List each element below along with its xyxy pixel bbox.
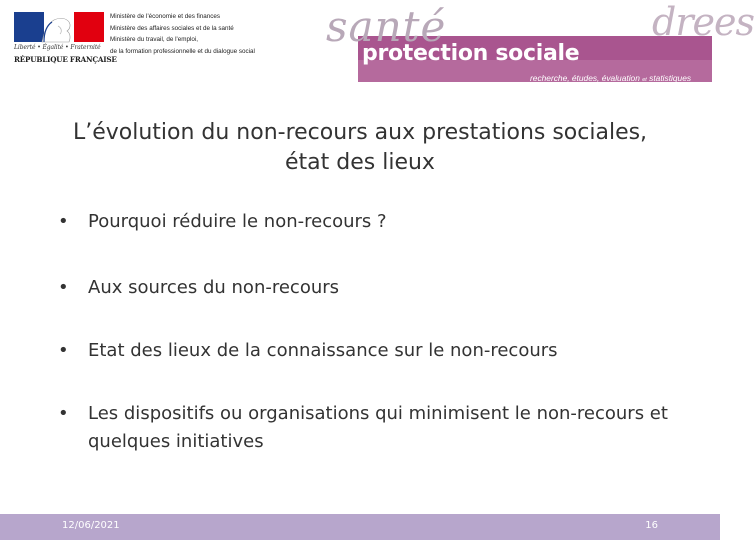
bullet-text: Etat des lieux de la connaissance sur le non-recours	[88, 340, 558, 361]
drees-logo: drees	[652, 0, 754, 44]
bullet-text: Aux sources du non-recours	[88, 277, 340, 298]
ministries-list	[110, 11, 255, 57]
slide-title-line-2: état des lieux	[285, 150, 435, 175]
bullet-text: Pourquoi réduire le non-recours ?	[88, 211, 387, 232]
marianne-flag-icon	[14, 12, 104, 42]
sante-protection-sociale-banner	[322, 0, 754, 86]
bullet-dot-icon: •	[58, 340, 69, 361]
bullet-item	[58, 400, 678, 456]
bullet-text: Les dispositifs ou organisations qui minimisent le non-recours et quelques initiatives	[88, 403, 668, 452]
bullet-item	[58, 208, 678, 236]
republic-motto: Liberté • Égalité • Fraternité	[14, 44, 101, 51]
ministry-line: Ministère du travail, de l'emploi,	[110, 36, 198, 43]
tagline-et: et	[642, 77, 647, 83]
bullet-item	[58, 337, 678, 365]
page-number: 16	[645, 520, 658, 531]
tagline-end: statistiques	[649, 73, 692, 83]
slide-title	[40, 118, 680, 178]
bullet-item	[58, 274, 678, 302]
slide-title-line-1: L’évolution du non-recours aux prestations sociales,	[72, 120, 648, 145]
banner-protection-sociale: protection sociale	[362, 41, 580, 66]
ministry-line: de la formation professionnelle et du dialogue social	[110, 47, 255, 55]
slide-footer	[0, 514, 720, 540]
bullet-dot-icon: •	[58, 403, 69, 424]
bullet-dot-icon: •	[58, 211, 69, 232]
banner-sante: santé	[326, 2, 447, 51]
bullet-dot-icon: •	[58, 277, 69, 298]
slide-header	[0, 0, 754, 90]
banner-tagline	[530, 73, 691, 83]
republic-name: RÉPUBLIQUE FRANÇAISE	[14, 55, 117, 64]
tagline-main: recherche, études, évaluation	[530, 73, 640, 83]
republique-francaise-logo	[14, 12, 117, 68]
ministry-line: Ministère de l'économie et des finances	[110, 13, 221, 20]
footer-date: 12/06/2021	[62, 520, 120, 531]
ministry-line: Ministère des affaires sociales et de la santé	[110, 24, 234, 32]
